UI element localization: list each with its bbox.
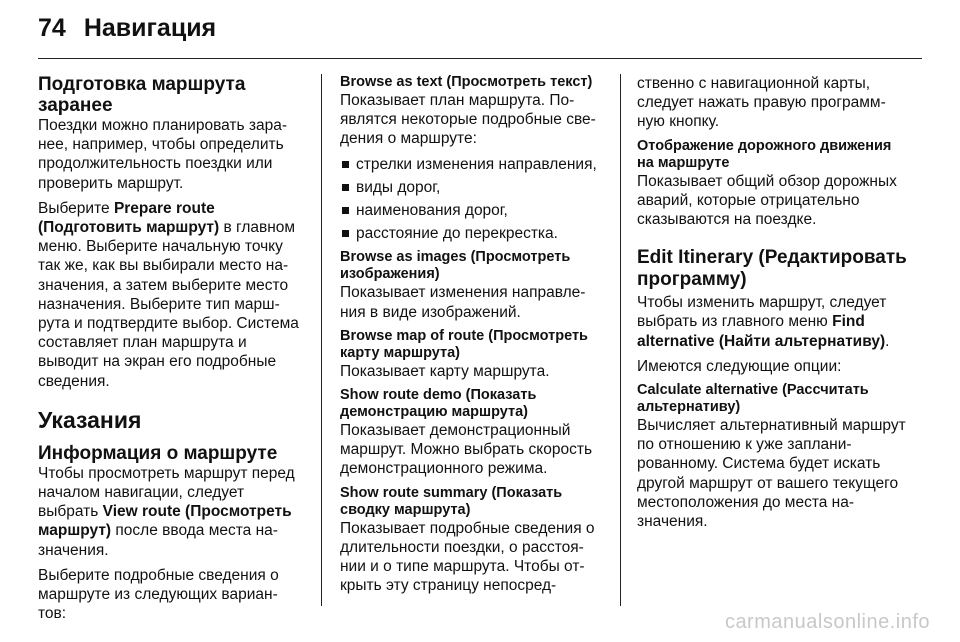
option-title: Browse as images (Просмотреть изображения) bbox=[340, 249, 571, 283]
page-number: 74 bbox=[38, 14, 66, 42]
option-title: Browse map of route (Просмотреть карту маршрута) bbox=[340, 327, 588, 361]
section-title: Навигация bbox=[83, 14, 217, 42]
option-title: Show route summary (Показать сводку маршрута) bbox=[340, 484, 563, 518]
heading-prepare-route: Подготовка маршрута заранее bbox=[38, 74, 246, 116]
option-item bbox=[340, 328, 602, 381]
paragraph: ственно с навигационной карты, следует нажать правую программную кнопку. bbox=[637, 75, 886, 131]
option-description: Показывает план маршрута. Появлятся некоторые подробные сведения о маршруте: bbox=[340, 92, 596, 148]
page-header bbox=[38, 14, 216, 43]
watermark: carmanualsonline.info bbox=[724, 611, 930, 633]
paragraph: Имеются следующие опции: bbox=[637, 357, 842, 375]
option-item bbox=[340, 485, 602, 596]
bullet-icon bbox=[342, 161, 349, 168]
paragraph: Чтобы просмотреть маршрут перед началом навигации, следует выбрать View route (Просмотреть маршрут) после ввода места назначения. bbox=[38, 464, 295, 559]
option-title: Отображение дорожного движения на маршруте bbox=[637, 137, 892, 171]
heading-edit-itinerary: Edit Itinerary (Редактировать программу) bbox=[637, 247, 907, 291]
column-1 bbox=[38, 74, 300, 629]
bullet-icon bbox=[342, 207, 349, 214]
option-item bbox=[340, 249, 602, 321]
option-description: Показывает подробные сведения о длительности поездки, о расстоянии и о типе маршрута. Чтобы открыть эту страницу непосред- bbox=[340, 519, 595, 595]
option-title: Show route demo (Показать демонстрацию маршрута) bbox=[340, 387, 537, 421]
option-title: Browse as text (Просмотреть текст) bbox=[340, 74, 593, 90]
menu-term: Find alternative (Найти альтернативу) bbox=[637, 313, 886, 350]
paragraph: Поездки можно планировать заранее, например, чтобы определить продолжительность поездки или проверить маршрут. bbox=[38, 117, 288, 192]
menu-term: View route (Просмотреть маршрут) bbox=[38, 503, 292, 540]
menu-term: Prepare route (Подготовить маршрут) bbox=[38, 199, 220, 237]
option-item bbox=[637, 382, 907, 531]
list-item: стрелки изменения направления, bbox=[340, 155, 602, 174]
list-item: виды дорог, bbox=[340, 178, 602, 197]
column-divider-1 bbox=[321, 74, 322, 606]
heading-route-info: Информация о маршруте bbox=[38, 442, 278, 464]
bullet-icon bbox=[342, 230, 349, 237]
paragraph: Выберите Prepare route (Подготовить маршрут) в главном меню. Выберите начальную точку так же, как вы выбирали место назначения, а затем выберите место назначения. Выберите тип маршрута и подтвердите выбор. Система составляет план маршрута и выводит на экран его подробные сведения. bbox=[38, 199, 299, 390]
bullet-list bbox=[340, 155, 602, 244]
option-description: Показывает демонстрационный маршрут. Можно выбрать скорость демонстрационного режима. bbox=[340, 422, 593, 478]
paragraph: Выберите подробные сведения о маршруте из следующих вариантов: bbox=[38, 566, 279, 623]
bullet-icon bbox=[342, 184, 349, 191]
column-3 bbox=[637, 74, 907, 537]
option-item bbox=[637, 138, 907, 230]
heading-directions: Указания bbox=[38, 406, 142, 433]
option-description: Показывает карту маршрута. bbox=[340, 362, 550, 380]
option-description: Показывает изменения направления в виде изображений. bbox=[340, 284, 586, 321]
option-item bbox=[340, 74, 602, 149]
list-item: расстояние до перекрестка. bbox=[340, 224, 602, 243]
column-2 bbox=[340, 74, 602, 601]
option-title: Calculate alternative (Рассчитать альтернативу) bbox=[637, 382, 869, 416]
option-description: Вычисляет альтернативный маршрут по отношению к уже запланированному. Система будет искать другой маршрут от вашего текущего местоположения до места назначения. bbox=[637, 417, 906, 531]
option-description: Показывает общий обзор дорожных аварий, которые отрицательно сказываются на поездке. bbox=[637, 172, 897, 229]
column-divider-2 bbox=[620, 74, 621, 606]
paragraph: Чтобы изменить маршрут, следует выбрать из главного меню Find alternative (Найти альтернативу). bbox=[637, 294, 890, 350]
header-divider bbox=[38, 58, 922, 59]
option-item bbox=[340, 387, 602, 479]
list-item: наименования дорог, bbox=[340, 201, 602, 220]
